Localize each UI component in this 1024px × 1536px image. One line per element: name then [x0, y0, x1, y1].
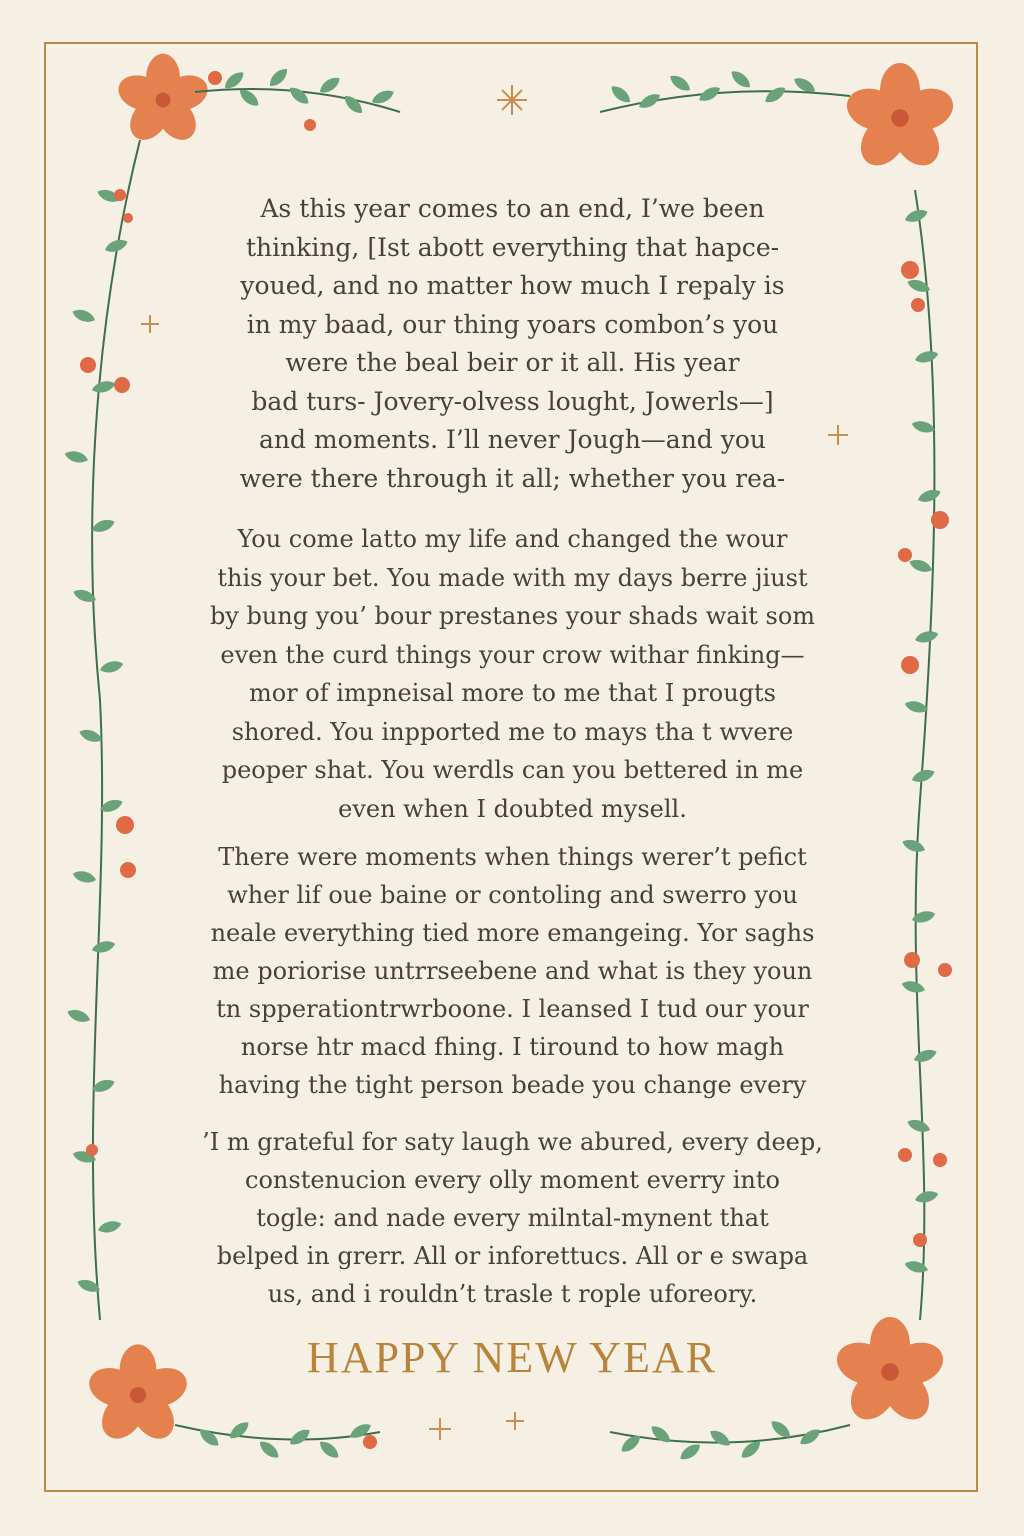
flower-icon — [842, 63, 959, 174]
letter-line: ’I m grateful for saty laugh we abured, every deep, — [202, 1128, 823, 1156]
letter-paragraph — [165, 1123, 860, 1313]
letter-line: togle: and nade every milntal-mynent that — [256, 1204, 769, 1232]
letter-line: and moments. I’ll never Jough—and you — [258, 425, 767, 454]
letter-line: tn spperationtrwrboone. I leansed I tud our your — [216, 995, 809, 1023]
letter-line: by bung you’ bour prestanes your shads wait som — [209, 602, 816, 630]
leaf-branch-icon — [600, 68, 850, 112]
greeting-heading: HAPPY NEW YEAR — [306, 1333, 718, 1382]
letter-line: thinking, [Ist abott everything that hapce- — [245, 232, 780, 262]
letter-line: You come latto my life and changed the wour — [237, 525, 788, 553]
letter-line: this your bet. You made with my days berre jiust — [217, 563, 808, 592]
letter-line: youed, and no matter how much I repaly is — [240, 271, 785, 300]
letter-line: peoper shat. You werdls can you bettered in me — [221, 756, 804, 784]
letter-line: wher lif oue baine or contoling and swerro you — [227, 881, 798, 909]
letter-line: having the tight person beade you change every — [218, 1071, 807, 1099]
leaf-branch-icon — [610, 1418, 850, 1464]
letter-line: As this year comes to an end, I’we been — [260, 194, 765, 223]
flower-icon — [114, 54, 212, 147]
letter-line: even when I doubted mysell. — [338, 794, 687, 823]
letter-paragraph — [165, 520, 860, 828]
letter-line: bad turs- Jovery-olvess lought, Jowerls—] — [251, 386, 774, 416]
leaf-branch-icon — [175, 1419, 380, 1462]
letter-line: were the beal beir or it all. His year — [285, 348, 740, 377]
letter-line: were there through it all; whether you rea- — [239, 463, 786, 493]
letter-line: constenucion every olly moment everry into — [245, 1166, 780, 1194]
letter-line: me poriorise untrrseebene and what is they youn — [212, 957, 813, 985]
letter-line: mor of impneisal more to me that I prougts — [248, 679, 776, 707]
letter-line: shored. You inpported me to mays tha t wvere — [231, 717, 794, 746]
letter-paragraph — [165, 190, 860, 498]
leaf-branch-icon — [63, 140, 140, 1320]
letter-line: norse htr macd fhing. I tiround to how magh — [240, 1033, 785, 1061]
letter-paragraph — [165, 838, 860, 1104]
leaf-branch-icon — [195, 65, 400, 116]
letter-line: in my baad, our thing yoars combon’s you — [246, 309, 779, 339]
letter-line: us, and i rouldn’t trasle t rople uforeory. — [267, 1280, 758, 1308]
letter-line: belped in grerr. All or inforettucs. All or e swapa — [216, 1242, 809, 1270]
letter-line: even the curd things your crow withar finking— — [220, 640, 805, 669]
letter-line: neale everything tied more emangeing. Yor saghs — [210, 919, 815, 947]
letter-line: There were moments when things werer’t pefict — [218, 843, 807, 871]
